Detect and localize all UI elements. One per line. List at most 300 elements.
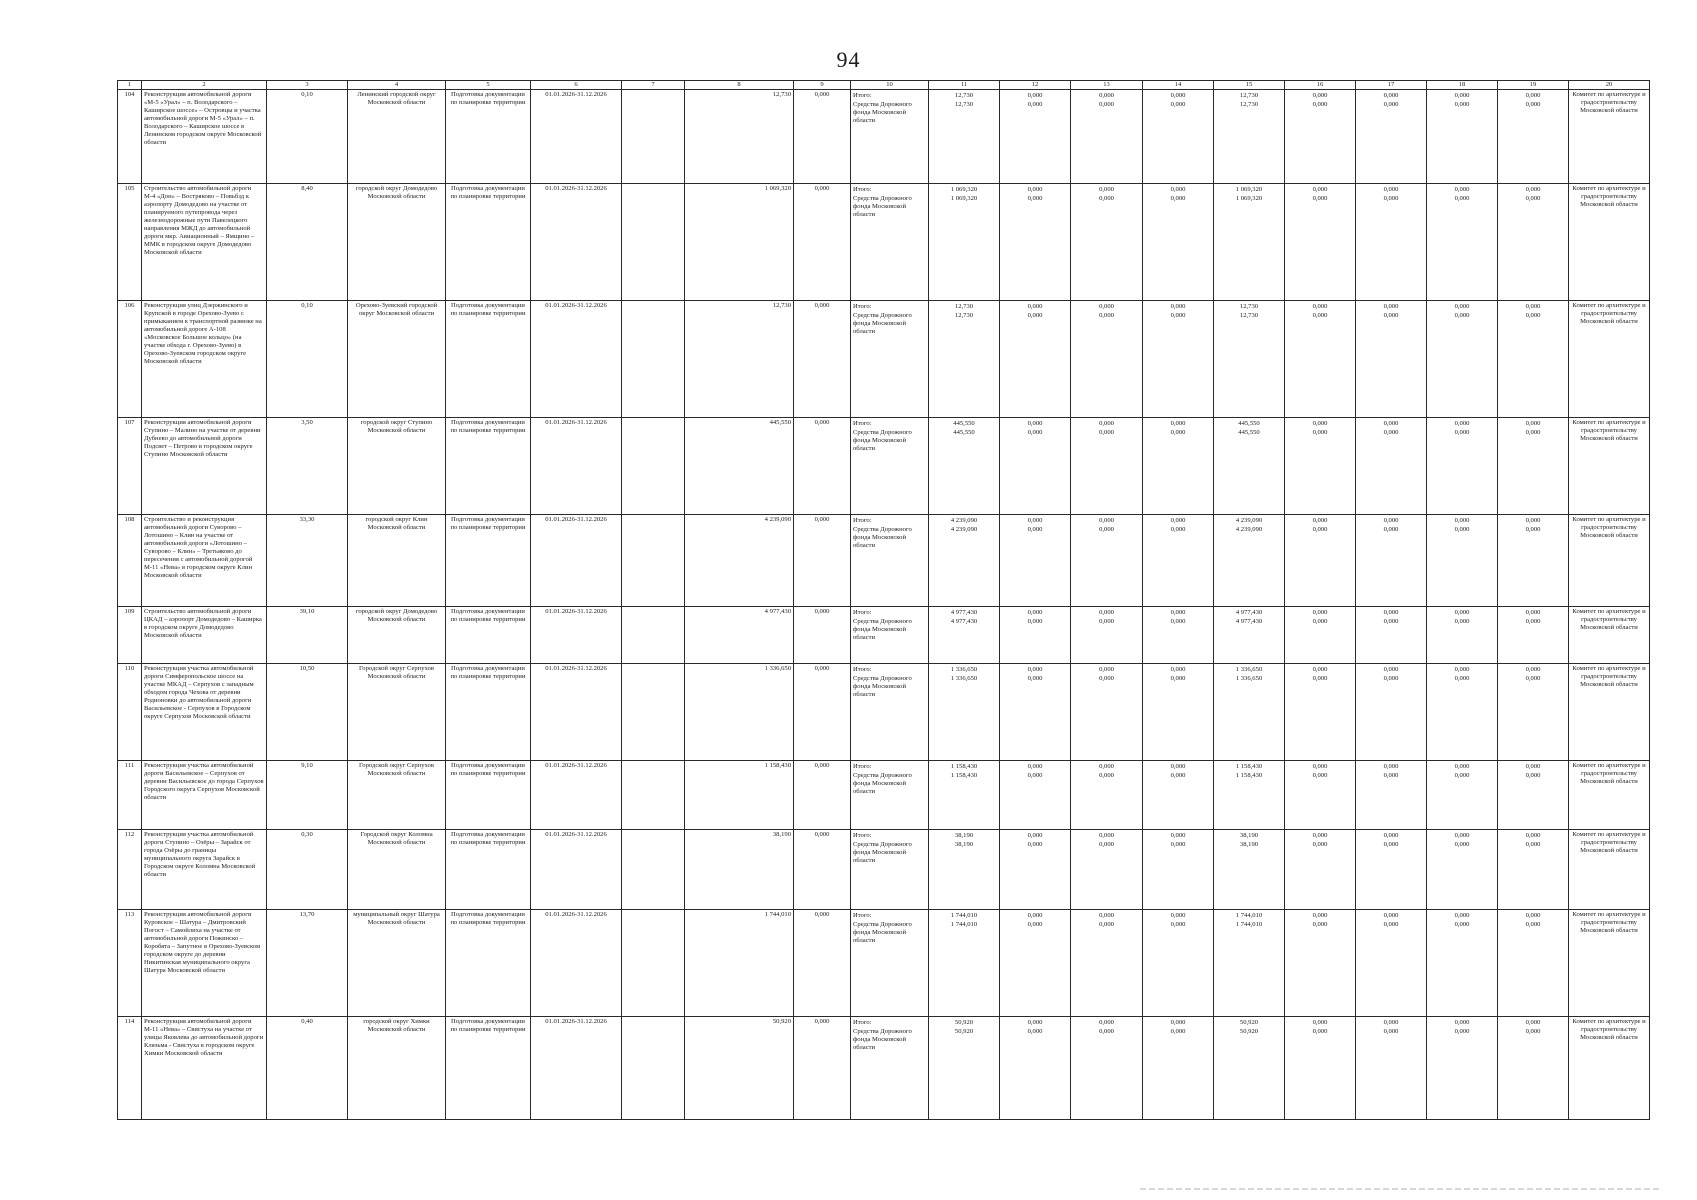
funding-fund-label: Средства Дорожного фонда Московской области	[853, 772, 912, 796]
amount-c12-fund: 0,000	[1027, 772, 1043, 780]
amount-c17-total: 0,000	[1383, 420, 1399, 428]
amount-c15-fund: 12,730	[1239, 101, 1259, 109]
amount-c13-total: 0,000	[1099, 609, 1114, 617]
amount-c13	[1071, 90, 1143, 184]
amount-c15	[1214, 607, 1285, 664]
amount-c19	[1498, 761, 1569, 830]
financed-amount: 0,000	[794, 90, 851, 184]
table-row	[118, 301, 1650, 418]
amount-c18-total: 0,000	[1454, 609, 1470, 617]
amount-c12-fund: 0,000	[1027, 1028, 1043, 1036]
amount-c11-total: 1 744,010	[950, 912, 978, 920]
funding-total-label: Итого:	[853, 92, 872, 100]
amount-c12	[1000, 184, 1071, 301]
amount-c19-total: 0,000	[1525, 609, 1541, 617]
amount-c12-fund: 0,000	[1027, 618, 1043, 626]
amount-c17-total: 0,000	[1383, 666, 1399, 674]
amount-c18-fund: 0,000	[1454, 921, 1470, 929]
work-stage: Подготовка документации по планировке территории	[446, 418, 531, 515]
amount-c18	[1427, 761, 1498, 830]
amount-c16-fund: 0,000	[1312, 429, 1328, 437]
total-cost: 50,920	[685, 1017, 794, 1120]
amount-c13-total: 0,000	[1099, 303, 1114, 311]
funding-source	[851, 184, 929, 301]
amount-c16-total: 0,000	[1312, 303, 1328, 311]
column-number: 8	[685, 81, 794, 90]
amount-c12-total: 0,000	[1027, 420, 1043, 428]
amount-c19-fund: 0,000	[1525, 429, 1541, 437]
amount-c16-fund: 0,000	[1312, 841, 1328, 849]
municipality: Городской округ Серпухов Московской области	[348, 761, 446, 830]
amount-c15-fund: 445,550	[1238, 429, 1260, 437]
responsible-body: Комитет по архитектуре и градостроительству Московской области	[1569, 910, 1650, 1017]
road-length: 13,70	[267, 910, 348, 1017]
amount-c11-total: 4 977,430	[950, 609, 978, 617]
amount-c16	[1285, 1017, 1356, 1120]
financed-amount: 0,000	[794, 418, 851, 515]
financed-amount: 0,000	[794, 515, 851, 607]
municipality: городской округ Домодедово Московской области	[348, 184, 446, 301]
amount-c13-fund: 0,000	[1099, 195, 1114, 203]
amount-c12	[1000, 418, 1071, 515]
amount-c12-total: 0,000	[1027, 912, 1043, 920]
amount-c18-fund: 0,000	[1454, 429, 1470, 437]
amount-c11-total: 1 069,320	[950, 186, 978, 194]
amount-c14	[1143, 90, 1214, 184]
work-stage: Подготовка документации по планировке территории	[446, 90, 531, 184]
amount-c18-fund: 0,000	[1454, 195, 1470, 203]
amount-c14	[1143, 184, 1214, 301]
municipality: Орехово-Зуевский городской округ Московской области	[348, 301, 446, 418]
amount-c11-total: 4 239,090	[950, 517, 978, 525]
amount-c18-fund: 0,000	[1454, 772, 1470, 780]
amount-c11-fund: 1 069,320	[950, 195, 978, 203]
work-stage: Подготовка документации по планировке территории	[446, 830, 531, 910]
amount-c11-total: 50,920	[954, 1019, 974, 1027]
amount-c18-total: 0,000	[1454, 517, 1470, 525]
funding-source	[851, 301, 929, 418]
amount-c16-fund: 0,000	[1312, 526, 1328, 534]
amount-c13	[1071, 515, 1143, 607]
amount-c19-total: 0,000	[1525, 912, 1541, 920]
amount-c12	[1000, 910, 1071, 1017]
amount-c18	[1427, 910, 1498, 1017]
amount-c19	[1498, 607, 1569, 664]
funding-total-label: Итого:	[853, 763, 872, 771]
responsible-body: Комитет по архитектуре и градостроительству Московской области	[1569, 418, 1650, 515]
amount-c18-fund: 0,000	[1454, 841, 1470, 849]
amount-c19-fund: 0,000	[1525, 618, 1541, 626]
amount-c17-fund: 0,000	[1383, 772, 1399, 780]
column-7	[622, 761, 685, 830]
work-period: 01.01.2026-31.12.2026	[531, 761, 622, 830]
amount-c17-fund: 0,000	[1383, 312, 1399, 320]
municipality: Ленинский городской округ Московской области	[348, 90, 446, 184]
amount-c19	[1498, 830, 1569, 910]
amount-c19-fund: 0,000	[1525, 1028, 1541, 1036]
amount-c16-total: 0,000	[1312, 92, 1328, 100]
funding-fund-label: Средства Дорожного фонда Московской области	[853, 921, 912, 945]
amount-c11	[929, 418, 1000, 515]
funding-total-label: Итого:	[853, 832, 872, 840]
funding-source	[851, 607, 929, 664]
amount-c14	[1143, 418, 1214, 515]
amount-c16-total: 0,000	[1312, 517, 1328, 525]
amount-c11	[929, 830, 1000, 910]
responsible-body: Комитет по архитектуре и градостроительству Московской области	[1569, 515, 1650, 607]
column-7	[622, 607, 685, 664]
funding-total-label: Итого:	[853, 420, 872, 428]
row-number: 108	[118, 515, 142, 607]
amount-c19	[1498, 664, 1569, 761]
amount-c17	[1356, 1017, 1427, 1120]
amount-c14-fund: 0,000	[1170, 101, 1186, 109]
amount-c19-total: 0,000	[1525, 763, 1541, 771]
total-cost: 1 158,430	[685, 761, 794, 830]
amount-c14	[1143, 761, 1214, 830]
amount-c16	[1285, 301, 1356, 418]
amount-c11	[929, 184, 1000, 301]
amount-c17-fund: 0,000	[1383, 921, 1399, 929]
amount-c11	[929, 301, 1000, 418]
column-7	[622, 1017, 685, 1120]
amount-c13	[1071, 184, 1143, 301]
total-cost: 1 069,320	[685, 184, 794, 301]
amount-c17-fund: 0,000	[1383, 618, 1399, 626]
amount-c12-fund: 0,000	[1027, 921, 1043, 929]
amount-c13-fund: 0,000	[1099, 921, 1114, 929]
financed-amount: 0,000	[794, 910, 851, 1017]
table-row	[118, 761, 1650, 830]
amount-c15	[1214, 1017, 1285, 1120]
amount-c17-fund: 0,000	[1383, 841, 1399, 849]
amount-c15	[1214, 418, 1285, 515]
amount-c11-fund: 50,920	[954, 1028, 974, 1036]
amount-c15-fund: 4 977,430	[1235, 618, 1263, 626]
amount-c11	[929, 910, 1000, 1017]
amount-c13-fund: 0,000	[1099, 101, 1114, 109]
financed-amount: 0,000	[794, 830, 851, 910]
amount-c18-fund: 0,000	[1454, 312, 1470, 320]
work-period: 01.01.2026-31.12.2026	[531, 418, 622, 515]
amount-c17-fund: 0,000	[1383, 195, 1399, 203]
object-name: Строительство и реконструкция автомобильной дороги Суворово – Лотошино – Клин на участке от автомобильной дороги «Лотошино – Суворово – Клин» – Третьяково до пересечения с автомобильной дорогой М-11 «Нева» в городском округе Клин Московской области	[142, 515, 267, 607]
amount-c19	[1498, 418, 1569, 515]
object-name: Реконструкция участка автомобильной дороги Васильевское – Серпухов от деревни Васильевское до города Серпухов Городского округа Серпухов Московской области	[142, 761, 267, 830]
amount-c14	[1143, 910, 1214, 1017]
amount-c15	[1214, 830, 1285, 910]
amount-c11-total: 12,730	[954, 303, 974, 311]
amount-c19-total: 0,000	[1525, 420, 1541, 428]
amount-c11-fund: 12,730	[954, 101, 974, 109]
amount-c11-total: 1 158,430	[950, 763, 978, 771]
total-cost: 4 239,090	[685, 515, 794, 607]
amount-c16-total: 0,000	[1312, 666, 1328, 674]
amount-c14-fund: 0,000	[1170, 921, 1186, 929]
road-length: 8,40	[267, 184, 348, 301]
amount-c11-fund: 4 239,090	[950, 526, 978, 534]
road-program-table	[117, 80, 1650, 1120]
column-number: 11	[929, 81, 1000, 90]
funding-source	[851, 1017, 929, 1120]
amount-c13-fund: 0,000	[1099, 1028, 1114, 1036]
amount-c15	[1214, 664, 1285, 761]
municipality: муниципальный округ Шатура Московской области	[348, 910, 446, 1017]
amount-c14-fund: 0,000	[1170, 526, 1186, 534]
work-period: 01.01.2026-31.12.2026	[531, 607, 622, 664]
amount-c12	[1000, 301, 1071, 418]
amount-c11-fund: 4 977,430	[950, 618, 978, 626]
amount-c18-total: 0,000	[1454, 912, 1470, 920]
amount-c19-fund: 0,000	[1525, 195, 1541, 203]
amount-c18-fund: 0,000	[1454, 101, 1470, 109]
amount-c12-fund: 0,000	[1027, 195, 1043, 203]
amount-c14-fund: 0,000	[1170, 1028, 1186, 1036]
amount-c16-fund: 0,000	[1312, 195, 1328, 203]
amount-c16	[1285, 664, 1356, 761]
road-length: 0,10	[267, 90, 348, 184]
row-number: 109	[118, 607, 142, 664]
column-number: 20	[1569, 81, 1650, 90]
amount-c18-total: 0,000	[1454, 1019, 1470, 1027]
amount-c11-fund: 12,730	[954, 312, 974, 320]
row-number: 104	[118, 90, 142, 184]
amount-c17-total: 0,000	[1383, 186, 1399, 194]
amount-c13-total: 0,000	[1099, 186, 1114, 194]
row-number: 106	[118, 301, 142, 418]
amount-c19	[1498, 1017, 1569, 1120]
column-number: 7	[622, 81, 685, 90]
amount-c16-fund: 0,000	[1312, 101, 1328, 109]
amount-c17	[1356, 301, 1427, 418]
financed-amount: 0,000	[794, 607, 851, 664]
table-row	[118, 607, 1650, 664]
amount-c16	[1285, 910, 1356, 1017]
amount-c14-total: 0,000	[1170, 666, 1186, 674]
amount-c13-fund: 0,000	[1099, 772, 1114, 780]
amount-c12	[1000, 664, 1071, 761]
column-number: 2	[142, 81, 267, 90]
column-7	[622, 184, 685, 301]
work-stage: Подготовка документации по планировке территории	[446, 1017, 531, 1120]
amount-c18	[1427, 418, 1498, 515]
scan-artifact	[1140, 1188, 1660, 1190]
table-row	[118, 664, 1650, 761]
table-row	[118, 830, 1650, 910]
column-7	[622, 418, 685, 515]
amount-c14-total: 0,000	[1170, 912, 1186, 920]
work-stage: Подготовка документации по планировке территории	[446, 184, 531, 301]
work-period: 01.01.2026-31.12.2026	[531, 301, 622, 418]
road-length: 10,50	[267, 664, 348, 761]
funding-fund-label: Средства Дорожного фонда Московской области	[853, 618, 912, 642]
amount-c17-fund: 0,000	[1383, 429, 1399, 437]
table-row	[118, 910, 1650, 1017]
amount-c13-total: 0,000	[1099, 832, 1114, 840]
amount-c14-total: 0,000	[1170, 92, 1186, 100]
amount-c15-total: 12,730	[1239, 303, 1259, 311]
amount-c12-total: 0,000	[1027, 666, 1043, 674]
amount-c18	[1427, 1017, 1498, 1120]
amount-c15-fund: 1 069,320	[1235, 195, 1263, 203]
responsible-body: Комитет по архитектуре и градостроительству Московской области	[1569, 664, 1650, 761]
amount-c19	[1498, 515, 1569, 607]
amount-c12-fund: 0,000	[1027, 312, 1043, 320]
work-period: 01.01.2026-31.12.2026	[531, 830, 622, 910]
amount-c16-fund: 0,000	[1312, 921, 1328, 929]
amount-c14-fund: 0,000	[1170, 618, 1186, 626]
funding-fund-label: Средства Дорожного фонда Московской области	[853, 841, 912, 865]
amount-c15	[1214, 910, 1285, 1017]
amount-c16-total: 0,000	[1312, 763, 1328, 771]
amount-c12-total: 0,000	[1027, 832, 1043, 840]
responsible-body: Комитет по архитектуре и градостроительству Московской области	[1569, 761, 1650, 830]
amount-c13-fund: 0,000	[1099, 312, 1114, 320]
funding-total-label: Итого:	[853, 1019, 872, 1027]
amount-c13	[1071, 761, 1143, 830]
amount-c12-total: 0,000	[1027, 186, 1043, 194]
amount-c13-total: 0,000	[1099, 420, 1114, 428]
amount-c19	[1498, 301, 1569, 418]
object-name: Строительство автомобильной дороги М-4 «Дон» – Востряково – Повьбзд к аэропорту Домодедово на участке от планируемого путепровода через железнодорожные пути Павелецкого направления МЖД до автомобильной дороги мкр. Авиационный – Ямщино – ММК в городском округе Домодедово Московской области	[142, 184, 267, 301]
amount-c11-fund: 1 336,650	[950, 675, 978, 683]
amount-c16	[1285, 761, 1356, 830]
amount-c16-total: 0,000	[1312, 609, 1328, 617]
object-name: Строительство автомобильной дороги ЦКАД – аэропорт Домодедово – Каширка в городском округе Домодедово Московской области	[142, 607, 267, 664]
municipality: Городской округ Серпухов Московской области	[348, 664, 446, 761]
work-period: 01.01.2026-31.12.2026	[531, 1017, 622, 1120]
column-7	[622, 830, 685, 910]
amount-c16	[1285, 184, 1356, 301]
work-stage: Подготовка документации по планировке территории	[446, 301, 531, 418]
amount-c13-fund: 0,000	[1099, 675, 1114, 683]
amount-c18	[1427, 830, 1498, 910]
road-length: 9,10	[267, 761, 348, 830]
amount-c14-total: 0,000	[1170, 1019, 1186, 1027]
amount-c19	[1498, 910, 1569, 1017]
amount-c14-total: 0,000	[1170, 832, 1186, 840]
amount-c13-total: 0,000	[1099, 517, 1114, 525]
table-row	[118, 90, 1650, 184]
amount-c11	[929, 1017, 1000, 1120]
amount-c13	[1071, 301, 1143, 418]
amount-c17-total: 0,000	[1383, 763, 1399, 771]
amount-c15-fund: 1 336,650	[1235, 675, 1263, 683]
responsible-body: Комитет по архитектуре и градостроительству Московской области	[1569, 830, 1650, 910]
object-name: Реконструкция участка автомобильной дороги Симферопольское шоссе на участке МКАД – Серпухов с западным обходом города Чехова от деревни Родионовки до автомобильной дороги Васильевское - Серпухов в Городском округе Серпухов Московской области	[142, 664, 267, 761]
amount-c12	[1000, 830, 1071, 910]
funding-fund-label: Средства Дорожного фонда Московской области	[853, 1028, 912, 1052]
object-name: Реконструкция автомобильной дороги М-11 «Нева» – Свистуха на участке от улицы Яковлева до автомобильной дороги Клязьма - Свистуха в городском округе Химки Московской области	[142, 1017, 267, 1120]
amount-c19	[1498, 184, 1569, 301]
amount-c15	[1214, 184, 1285, 301]
amount-c12	[1000, 607, 1071, 664]
amount-c12	[1000, 761, 1071, 830]
funding-total-label: Итого:	[853, 912, 872, 920]
amount-c15-fund: 4 239,090	[1235, 526, 1263, 534]
column-number: 14	[1143, 81, 1214, 90]
amount-c13	[1071, 1017, 1143, 1120]
amount-c11-fund: 38,190	[954, 841, 974, 849]
amount-c17-fund: 0,000	[1383, 526, 1399, 534]
amount-c15-total: 38,190	[1239, 832, 1259, 840]
funding-source	[851, 830, 929, 910]
amount-c17-total: 0,000	[1383, 517, 1399, 525]
column-number: 18	[1427, 81, 1498, 90]
amount-c14-total: 0,000	[1170, 420, 1186, 428]
object-name: Реконструкция участка автомобильной дороги Ступино – Озёры – Зарайск от города Озёры до границы муниципального округа Зарайск в Городском округе Коломна Московской области	[142, 830, 267, 910]
work-period: 01.01.2026-31.12.2026	[531, 184, 622, 301]
amount-c17-total: 0,000	[1383, 303, 1399, 311]
funding-source	[851, 910, 929, 1017]
work-period: 01.01.2026-31.12.2026	[531, 664, 622, 761]
financed-amount: 0,000	[794, 184, 851, 301]
row-number: 111	[118, 761, 142, 830]
amount-c12	[1000, 515, 1071, 607]
amount-c15	[1214, 515, 1285, 607]
amount-c14-total: 0,000	[1170, 303, 1186, 311]
amount-c16	[1285, 418, 1356, 515]
amount-c19-total: 0,000	[1525, 832, 1541, 840]
amount-c13-fund: 0,000	[1099, 429, 1114, 437]
municipality: Городской округ Коломна Московской области	[348, 830, 446, 910]
road-length: 0,30	[267, 830, 348, 910]
amount-c16-total: 0,000	[1312, 832, 1328, 840]
funding-total-label: Итого:	[853, 186, 872, 194]
amount-c19-fund: 0,000	[1525, 101, 1541, 109]
financed-amount: 0,000	[794, 664, 851, 761]
column-number: 15	[1214, 81, 1285, 90]
amount-c14-fund: 0,000	[1170, 195, 1186, 203]
amount-c18-total: 0,000	[1454, 763, 1470, 771]
amount-c12-fund: 0,000	[1027, 841, 1043, 849]
amount-c14-fund: 0,000	[1170, 429, 1186, 437]
amount-c18-fund: 0,000	[1454, 618, 1470, 626]
amount-c12	[1000, 1017, 1071, 1120]
amount-c15-fund: 38,190	[1239, 841, 1259, 849]
row-number: 110	[118, 664, 142, 761]
amount-c13	[1071, 830, 1143, 910]
object-name: Реконструкция автомобильной дороги Куровское – Шатура – Дмитровский Погост – Самойлиха на участке от автомобильной дороги Пожинско – Коробята – Запутное в Орехово-Зуевском городском округе до деревни Никитинская муниципального округа Шатура Московской области	[142, 910, 267, 1017]
amount-c13	[1071, 607, 1143, 664]
amount-c15-fund: 1 158,430	[1235, 772, 1263, 780]
amount-c15-total: 1 336,650	[1235, 666, 1263, 674]
total-cost: 1 744,010	[685, 910, 794, 1017]
amount-c12-total: 0,000	[1027, 609, 1043, 617]
amount-c15-total: 12,730	[1239, 92, 1259, 100]
amount-c14-total: 0,000	[1170, 609, 1186, 617]
amount-c18-fund: 0,000	[1454, 1028, 1470, 1036]
row-number: 114	[118, 1017, 142, 1120]
amount-c19-fund: 0,000	[1525, 841, 1541, 849]
amount-c13	[1071, 664, 1143, 761]
amount-c16	[1285, 607, 1356, 664]
amount-c15-fund: 50,920	[1239, 1028, 1259, 1036]
amount-c18	[1427, 301, 1498, 418]
road-length: 0,10	[267, 301, 348, 418]
amount-c17-total: 0,000	[1383, 1019, 1399, 1027]
responsible-body: Комитет по архитектуре и градостроительству Московской области	[1569, 607, 1650, 664]
amount-c12-total: 0,000	[1027, 517, 1043, 525]
amount-c13-fund: 0,000	[1099, 841, 1114, 849]
funding-fund-label: Средства Дорожного фонда Московской области	[853, 675, 912, 699]
amount-c16-total: 0,000	[1312, 912, 1328, 920]
work-period: 01.01.2026-31.12.2026	[531, 515, 622, 607]
amount-c12-fund: 0,000	[1027, 429, 1043, 437]
column-number: 17	[1356, 81, 1427, 90]
amount-c16-total: 0,000	[1312, 1019, 1328, 1027]
responsible-body: Комитет по архитектуре и градостроительству Московской области	[1569, 90, 1650, 184]
